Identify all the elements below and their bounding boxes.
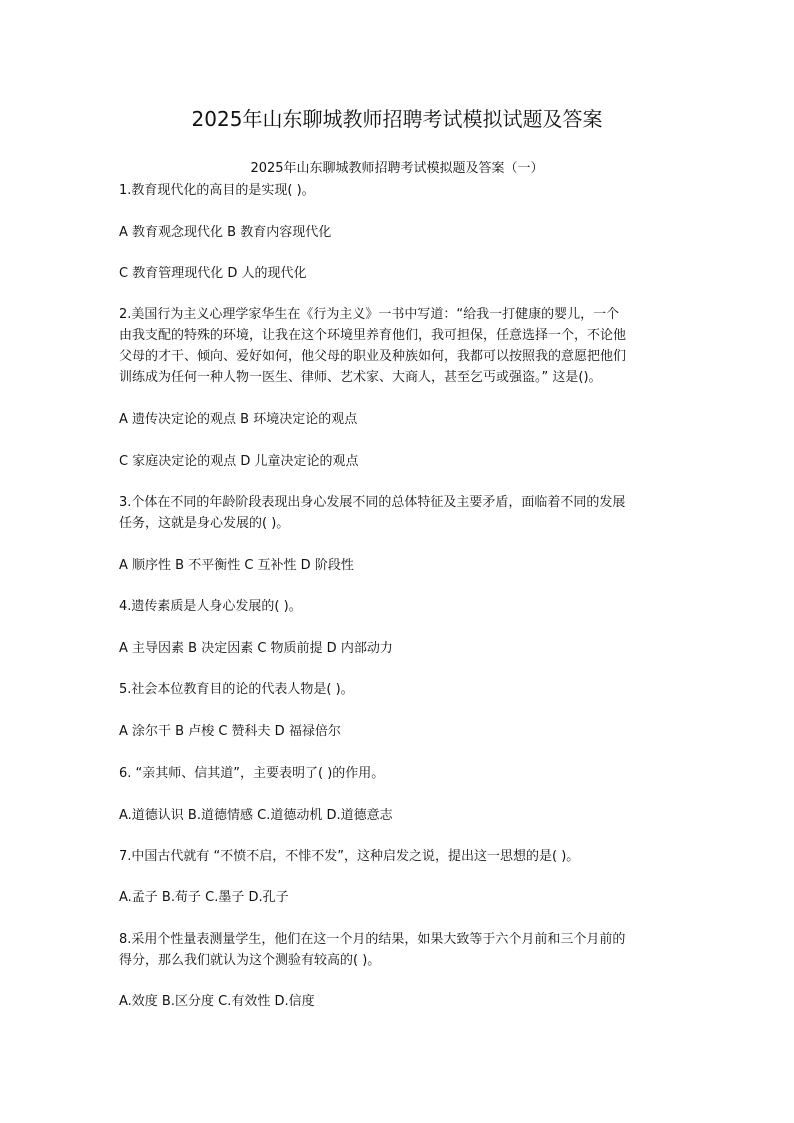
document-title: 2025年山东聊城教师招聘考试模拟试题及答案 [191,107,603,131]
question-7-stem: 7.中国古代就有 “不愤不启，不悱不发”，这种启发之说，提出这一思想的是( )。 [119,849,580,864]
question-1-options-line-2: C 教育管理现代化 D 人的现代化 [119,266,307,281]
question-3-stem-line-2: 任务，这就是身心发展的( )。 [119,516,290,531]
question-4-stem: 4.遗传素质是人身心发展的( )。 [119,599,302,614]
question-5-stem: 5.社会本位教育目的论的代表人物是( )。 [119,682,354,697]
question-8-stem-line-2: 得分，那么我们就认为这个测验有较高的( )。 [119,953,381,968]
question-1-stem: 1.教育现代化的高目的是实现( )。 [119,183,315,198]
question-2-stem-line-2: 由我支配的特殊的环境，让我在这个环境里养育他们，我可担保，任意选择一个，不论他 [119,328,627,343]
question-2-options-line-2: C 家庭决定论的观点 D 儿童决定论的观点 [119,454,359,469]
question-7-options: A.孟子 B.荀子 C.墨子 D.孔子 [119,890,289,905]
question-2-stem-line-4: 训练成为任何一种人物一医生、律师、艺术家、大商人，甚至乞丐或强盗。” 这是()。 [119,370,602,385]
question-8-options: A.效度 B.区分度 C.有效性 D.信度 [119,994,315,1009]
question-3-stem-line-1: 3.个体在不同的年龄阶段表现出身心发展不同的总体特征及主要矛盾，面临着不同的发展 [119,495,626,510]
question-6-stem: 6. “亲其师、信其道”，主要表明了( )的作用。 [119,766,385,781]
question-1-options-line-1: A 教育观念现代化 B 教育内容现代化 [119,225,332,240]
question-8-stem-line-1: 8.采用个性量表测量学生，他们在这一个月的结果，如果大致等于六个月前和三个月前的 [119,932,626,947]
question-3-options: A 顺序性 B 不平衡性 C 互补性 D 阶段性 [119,558,354,573]
question-5-options: A 涂尔干 B 卢梭 C 赞科夫 D 福禄倍尔 [119,724,341,739]
question-2-options-line-1: A 遗传决定论的观点 B 环境决定论的观点 [119,412,358,427]
question-2-stem-line-1: 2.美国行为主义心理学家华生在《行为主义》一书中写道：“给我一打健康的婴儿，一个 [119,307,620,322]
document-subtitle: 2025年山东聊城教师招聘考试模拟题及答案（一） [250,161,544,176]
question-6-options: A.道德认识 B.道德情感 C.道德动机 D.道德意志 [119,808,393,823]
question-4-options: A 主导因素 B 决定因素 C 物质前提 D 内部动力 [119,641,393,656]
question-2-stem-line-3: 父母的才干、倾向、爱好如何，他父母的职业及种族如何，我都可以按照我的意愿把他们 [119,349,627,364]
